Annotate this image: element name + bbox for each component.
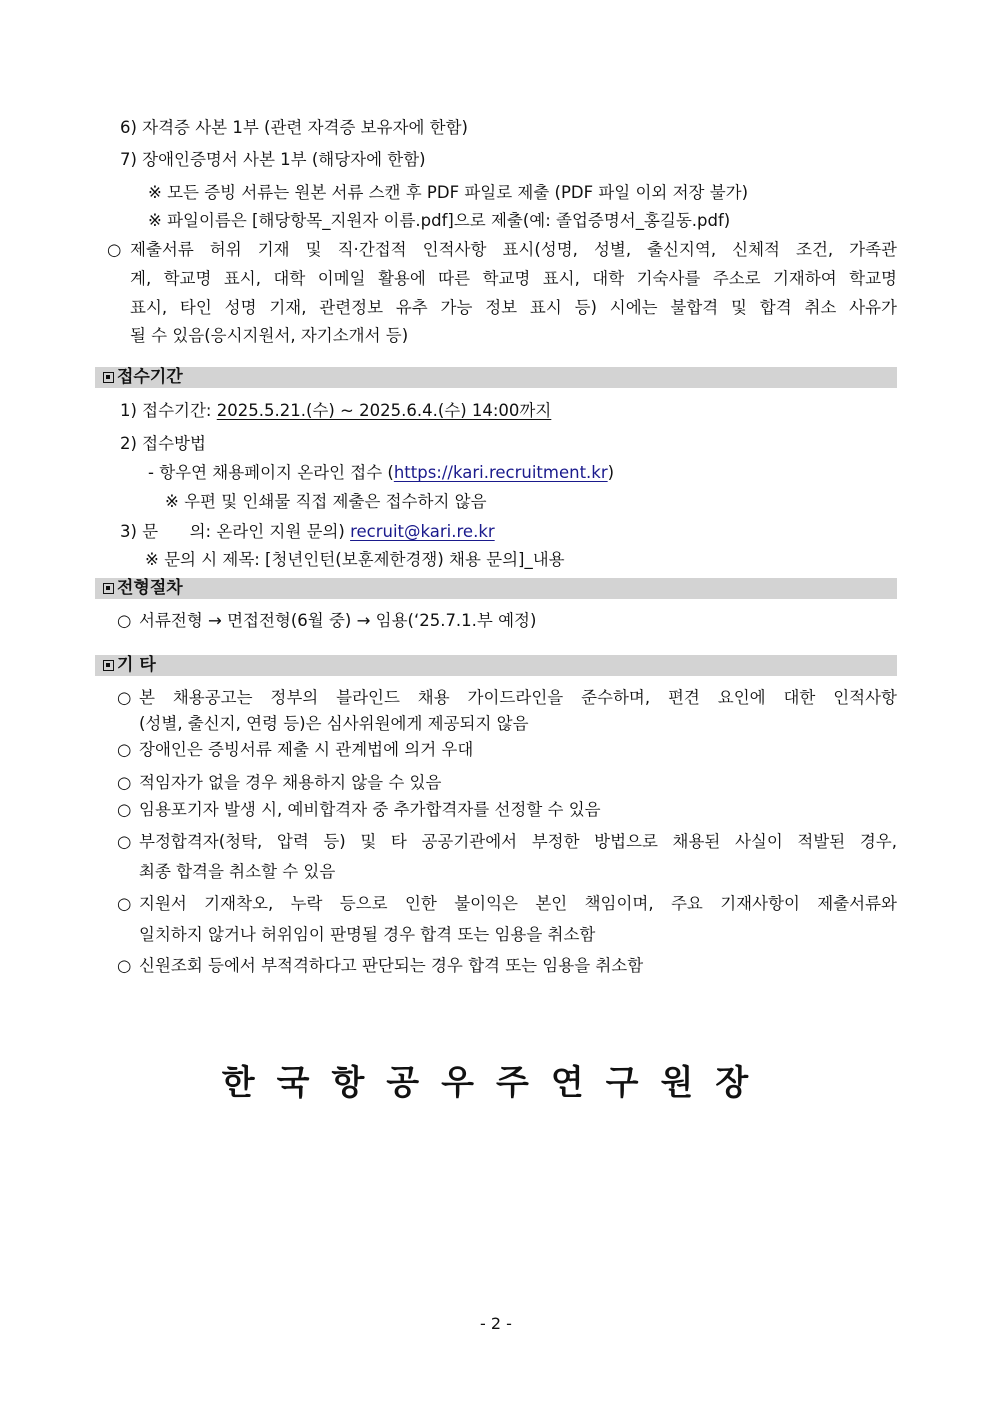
etc-item-5-line-1: 부정합격자(청탁, 압력 등) 및 타 공공기관에서 부정한 방법으로 채용된 사실이 적발된 경우, [139, 832, 897, 851]
recruitment-site-link[interactable]: https://kari.recruitment.kr [393, 463, 608, 482]
doc-note-pdf: ※ 모든 증빙 서류는 원본 서류 스캔 후 PDF 파일로 제출 (PDF 파일 이외 저장 불가) [148, 183, 749, 202]
etc-bullet-1: ○ [117, 688, 132, 707]
section-heading-reception: 접수기간 [103, 367, 183, 388]
warning-line-3: 표시, 타인 성명 기재, 관련정보 유추 가능 정보 표시 등) 시에는 불합격 및 합격 취소 사유가 [130, 298, 897, 317]
etc-item-7: ○ 신원조회 등에서 부적격하다고 판단되는 경우 합격 또는 임용을 취소함 [117, 956, 644, 975]
reception-inquiry: 3) 문 의: 온라인 지원 문의) recruit@kari.re.kr [120, 522, 495, 541]
doc-item-7: 7) 장애인증명서 사본 1부 (해당자에 한함) [120, 150, 426, 169]
etc-item-1-line-2: (성별, 출신지, 연령 등)은 심사위원에게 제공되지 않음 [139, 714, 529, 733]
doc-item-6: 6) 자격증 사본 1부 (관련 자격증 보유자에 한함) [120, 118, 468, 137]
etc-item-1-line-1: 본 채용공고는 정부의 블라인드 채용 가이드라인을 준수하며, 편견 요인에 대한 인적사항 [139, 688, 897, 707]
etc-bullet-6: ○ [117, 894, 132, 913]
etc-item-6-line-1: 지원서 기재착오, 누락 등으로 인한 불이익은 본인 책임이며, 주요 기재사항이 제출서류와 [139, 894, 897, 913]
etc-item-3: ○ 적임자가 없을 경우 채용하지 않을 수 있음 [117, 773, 442, 792]
doc-note-filename: ※ 파일이름은 [해당항목_지원자 이름.pdf]으로 제출(예: 졸업증명서_홍길동.pdf) [148, 211, 731, 230]
issuer-signature: 한국항공우주연구원장 [221, 1063, 771, 1103]
etc-item-2: ○ 장애인은 증빙서류 제출 시 관계법에 의거 우대 [117, 740, 474, 759]
warning-line-2: 계, 학교명 표시, 대학 이메일 활용에 따른 학교명 표시, 대학 기숙사를 주소로 기재하여 학교명 [130, 269, 897, 288]
reception-period: 1) 접수기간: 2025.5.21.(수) ~ 2025.6.4.(수) 14:00까지 [120, 401, 552, 420]
etc-bullet-5: ○ [117, 832, 132, 851]
inquiry-email-link[interactable]: recruit@kari.re.kr [350, 522, 495, 541]
procedure-text: ○ 서류전형 → 면접전형(6월 중) → 임용(‘25.7.1.부 예정) [117, 611, 537, 630]
warning-line-1: 제출서류 허위 기재 및 직·간접적 인적사항 표시(성명, 성별, 출신지역, 신체적 조건, 가족관 [130, 240, 897, 259]
etc-item-5-line-2: 최종 합격을 취소할 수 있음 [139, 862, 336, 881]
page-number: - 2 - [480, 1314, 512, 1333]
etc-item-4: ○ 임용포기자 발생 시, 예비합격자 중 추가합격자를 선정할 수 있음 [117, 800, 601, 819]
etc-item-6-line-2: 일치하지 않거나 허위임이 판명될 경우 합격 또는 임용을 취소함 [139, 925, 596, 944]
section-bar-reception [95, 367, 897, 388]
section-heading-etc: 기 타 [103, 655, 156, 676]
section-bar-etc [95, 655, 897, 676]
reception-method: - 항우연 채용페이지 온라인 접수 (https://kari.recruitment.kr) [148, 463, 615, 482]
reception-period-value: 2025.5.21.(수) ~ 2025.6.4.(수) 14:00까지 [216, 401, 552, 420]
square-bullet-icon [103, 583, 114, 594]
square-bullet-icon [103, 660, 114, 671]
section-bar-procedure [95, 578, 897, 599]
section-heading-procedure: 전형절차 [103, 578, 183, 599]
reception-method-note: ※ 우편 및 인쇄물 직접 제출은 접수하지 않음 [165, 492, 487, 511]
warning-bullet: ○ [107, 240, 122, 259]
reception-inquiry-note: ※ 문의 시 제목: [청년인턴(보훈제한경쟁) 채용 문의]_내용 [145, 550, 565, 569]
warning-line-4: 될 수 있음(응시지원서, 자기소개서 등) [130, 326, 409, 345]
reception-method-label: 2) 접수방법 [120, 434, 206, 453]
square-bullet-icon [103, 372, 114, 383]
